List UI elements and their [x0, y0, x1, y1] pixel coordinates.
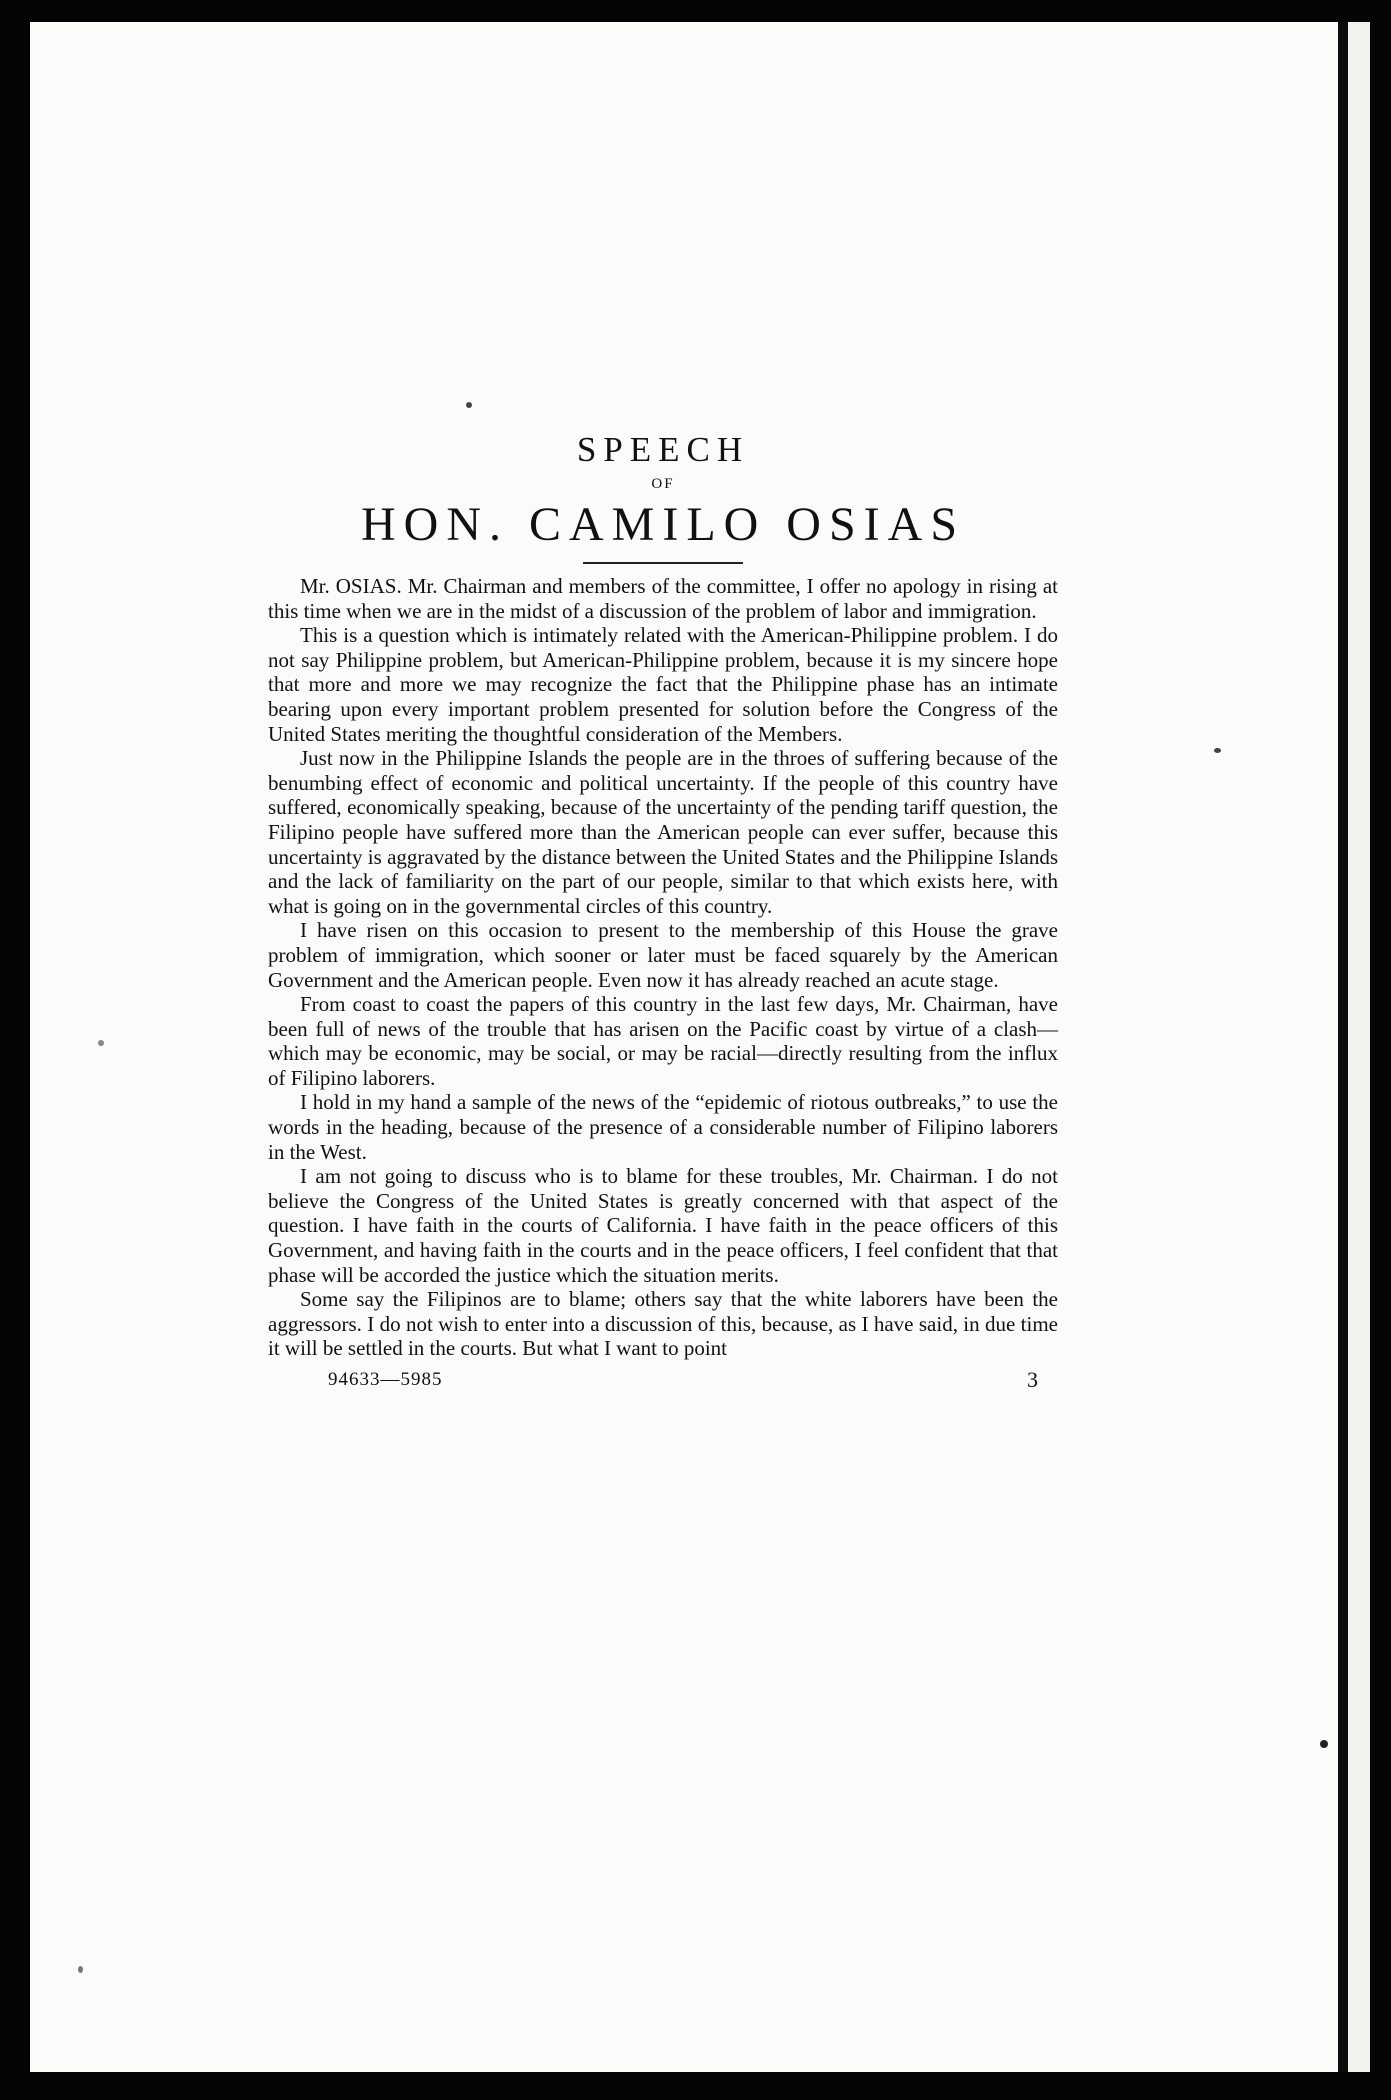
speech-body — [268, 574, 1058, 1361]
speech-paragraph — [268, 1090, 1058, 1164]
page-footer — [268, 1369, 1058, 1395]
scan-speck — [1320, 1740, 1328, 1748]
speech-paragraph — [268, 918, 1058, 992]
paragraph-text: I have risen on this occasion to present to the membership of this House the grave problem of immigration, which sooner or later must be faced squarely by the American Government and the American people. Even now it has already reached an acute stage. — [268, 918, 1058, 992]
speech-paragraph — [268, 623, 1058, 746]
speech-content — [268, 430, 1058, 1395]
scan-speck — [78, 1966, 83, 1973]
page-number: 3 — [1027, 1367, 1038, 1392]
scan-speck — [1214, 748, 1221, 753]
document-code: 94633—5985 — [328, 1369, 443, 1390]
speech-paragraph — [268, 1287, 1058, 1361]
paragraph-text: I am not going to discuss who is to blame for these troubles, Mr. Chairman. I do not believe the Congress of the United States is greatly concerned with that aspect of the question. I have faith in the courts of California. I have faith in the peace officers of this Government, and having faith in the courts and in the peace officers, I feel confident that that phase will be accorded the justice which the situation merits. — [268, 1164, 1058, 1287]
scan-speck — [98, 1040, 104, 1046]
scan-edge-rule — [1338, 22, 1348, 2072]
speech-heading-of: OF — [651, 476, 675, 492]
speech-paragraph — [268, 1164, 1058, 1287]
speaker-label: Mr. OSIAS. — [300, 574, 402, 598]
speech-paragraph — [268, 746, 1058, 918]
paragraph-text: Mr. Chairman and members of the committee, I offer no apology in rising at this time when we are in the midst of a discussion of the problem of labor and immigration. — [268, 574, 1058, 623]
speech-paragraph — [268, 992, 1058, 1090]
paragraph-text: From coast to coast the papers of this country in the last few days, Mr. Chairman, have been full of news of the trouble that has arisen on the Pacific coast by virtue of a clash—which may be economic, may be social, or may be racial—directly resulting from the influx of Filipino laborers. — [268, 992, 1058, 1090]
paragraph-text: Some say the Filipinos are to blame; others say that the white laborers have been the aggressors. I do not wish to enter into a discussion of this, because, as I have said, in due time it will be settled in the courts. But what I want to point — [268, 1287, 1058, 1361]
speech-paragraph — [268, 574, 1058, 623]
scan-speck — [466, 402, 472, 408]
paragraph-text: This is a question which is intimately related with the American-Philippine problem. I do not say Philippine problem, but American-Philippine problem, because it is my sincere hope that more and more we may recognize the fact that the Philippine phase has an intimate bearing upon every important problem presented for solution before the Congress of the United States meriting the thoughtful consideration of the Members. — [268, 623, 1058, 746]
paragraph-text: Just now in the Philippine Islands the people are in the throes of suffering because of the benumbing effect of economic and political uncertainty. If the people of this country have suffered, economically speaking, because of the uncertainty of the pending tariff question, the Filipino people have suffered more than the American people can ever suffer, because this uncertainty is aggravated by the distance between the United States and the Philippine Islands and the lack of familiarity on the part of our people, similar to that which exists here, with what is going on in the governmental circles of this country. — [268, 746, 1058, 918]
scan-edge-strip — [1348, 22, 1370, 2072]
speech-heading: SPEECH — [576, 430, 750, 469]
paragraph-text: I hold in my hand a sample of the news of the “epidemic of riotous outbreaks,” to use the words in the heading, because of the presence of a considerable number of Filipino laborers in the West. — [268, 1090, 1058, 1164]
speaker-name-heading: HON. CAMILO OSIAS — [360, 498, 966, 551]
heading-divider — [583, 562, 743, 564]
